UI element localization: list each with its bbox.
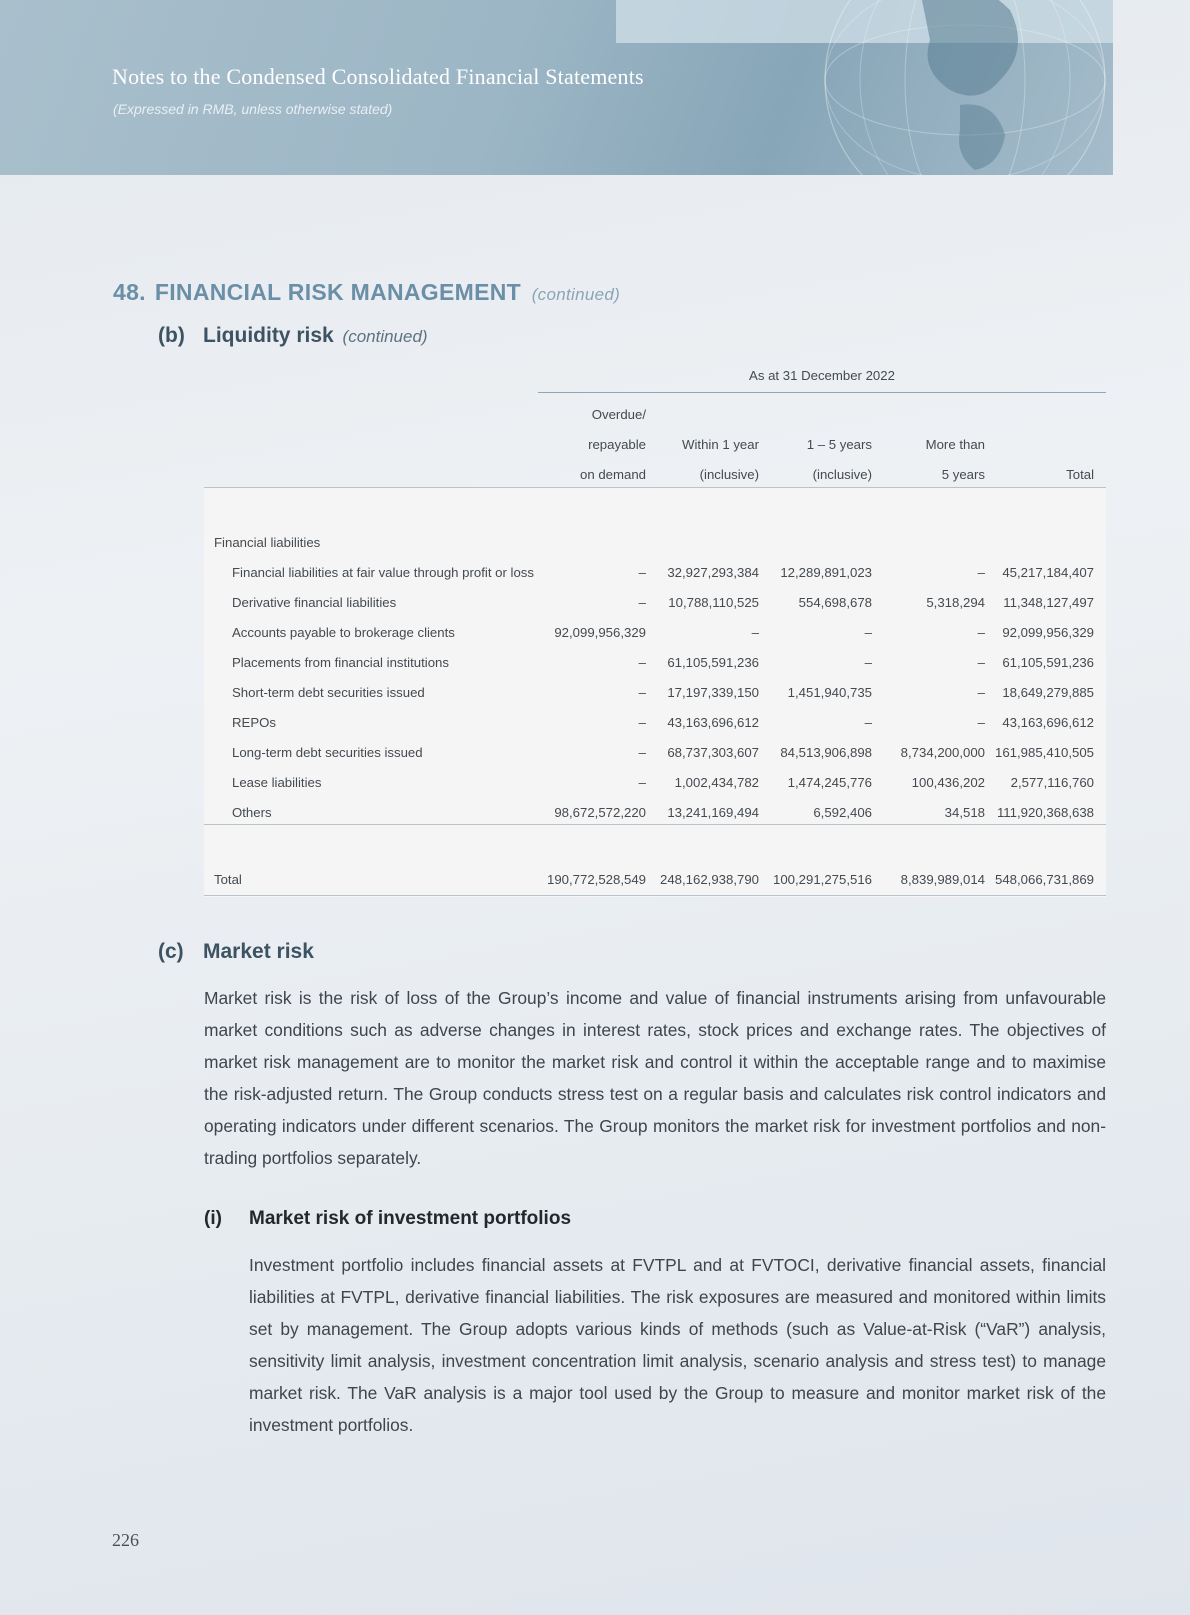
table-cell: – — [638, 595, 646, 610]
market-risk-title: Market risk — [203, 940, 314, 963]
liquidity-continued: (continued) — [342, 327, 428, 346]
table-cell: 34,518 — [944, 805, 985, 820]
table-row — [204, 738, 1106, 768]
liquidity-title: Liquidity risk — [203, 324, 334, 347]
row-label: Others — [232, 805, 272, 820]
table-cell: 13,241,169,494 — [667, 805, 759, 820]
document-title: Notes to the Condensed Consolidated Financial Statements — [112, 64, 644, 89]
table-cell: – — [638, 685, 646, 700]
globe-illustration — [800, 0, 1113, 175]
column-header-overdue: Overdue/ repayable on demand — [580, 407, 646, 482]
table-cell: – — [977, 715, 985, 730]
header-banner — [0, 0, 1113, 175]
table-cell: 61,105,591,236 — [1002, 655, 1094, 670]
column-header-1-5-years: 1 – 5 years (inclusive) — [806, 437, 872, 482]
table-cell: – — [751, 625, 759, 640]
row-label: Short-term debt securities issued — [232, 685, 425, 700]
column-header-within-1-year: Within 1 year (inclusive) — [682, 437, 759, 482]
table-group-header: As at 31 December 2022 — [538, 368, 1106, 393]
investment-paragraph: Investment portfolio includes financial assets at FVTPL and at FVTOCI, derivative financial assets, financial liabilities at FVTPL, derivative financial liabilities. The risk exposures are measured and monitored within limits set by management. The Group adopts various kinds of methods (such as Value-at-Risk (“VaR”) analysis, sensitivity limit analysis, investment concentration limit analysis, scenario analysis and stress test) to manage market risk. The VaR analysis is a major tool used by the Group to measure and monitor market risk of the investment portfolios. — [249, 1255, 1106, 1435]
row-label: Accounts payable to brokerage clients — [232, 625, 455, 640]
table-cell: 17,197,339,150 — [667, 685, 759, 700]
table-cell: 161,985,410,505 — [994, 745, 1094, 760]
table-cell: 43,163,696,612 — [667, 715, 759, 730]
row-label: Lease liabilities — [232, 775, 322, 790]
table-cell: 98,672,572,220 — [554, 805, 646, 820]
row-label: Financial liabilities at fair value through profit or loss — [232, 565, 534, 580]
row-label: Derivative financial liabilities — [232, 595, 397, 610]
table-cell: 100,436,202 — [911, 775, 985, 790]
table-cell: 5,318,294 — [926, 595, 985, 610]
investment-title: Market risk of investment portfolios — [249, 1208, 572, 1229]
column-header-more-than-5-years: More than 5 years — [925, 437, 985, 482]
table-cell: – — [977, 625, 985, 640]
table-row — [204, 768, 1106, 798]
table-cell: – — [864, 625, 872, 640]
table-cell: 92,099,956,329 — [1002, 625, 1094, 640]
section-continued: (continued) — [531, 285, 621, 304]
liquidity-heading — [158, 324, 428, 348]
table-bottom-rule — [204, 895, 1106, 896]
table-cell: – — [638, 565, 646, 580]
total-row — [204, 865, 1106, 895]
table-cell: – — [977, 685, 985, 700]
table-cell: 32,927,293,384 — [667, 565, 759, 580]
table-cell: 6,592,406 — [813, 805, 872, 820]
total-cell: 248,162,938,790 — [659, 872, 759, 887]
table-row — [204, 648, 1106, 678]
subtotal-divider — [204, 824, 1106, 825]
table-cell: 92,099,956,329 — [554, 625, 646, 640]
table-cell: – — [977, 655, 985, 670]
table-row — [204, 558, 1106, 588]
row-label: Long-term debt securities issued — [232, 745, 423, 760]
table-cell: 1,451,940,735 — [787, 685, 872, 700]
table-row — [204, 588, 1106, 618]
table-cell: 2,577,116,760 — [1010, 775, 1094, 790]
table-cell: – — [638, 715, 646, 730]
category-row — [204, 528, 1106, 558]
table-cell: 43,163,696,612 — [1002, 715, 1094, 730]
row-label: Placements from financial institutions — [232, 655, 449, 670]
table-cell: – — [864, 655, 872, 670]
table-cell: – — [977, 565, 985, 580]
table-cell: 68,737,303,607 — [667, 745, 759, 760]
table-cell: – — [638, 745, 646, 760]
section-number: 48. — [113, 279, 146, 305]
total-cell: 190,772,528,549 — [546, 872, 646, 887]
table-row — [204, 708, 1106, 738]
table-cell: 1,002,434,782 — [674, 775, 759, 790]
market-risk-heading — [158, 940, 314, 964]
total-cell: 548,066,731,869 — [994, 872, 1094, 887]
total-cell: 8,839,989,014 — [900, 872, 985, 887]
table-cell: 111,920,368,638 — [996, 805, 1094, 820]
table-cell: 1,474,245,776 — [787, 775, 872, 790]
table-row — [204, 618, 1106, 648]
market-risk-letter: (c) — [158, 940, 184, 963]
table-cell: 45,217,184,407 — [1002, 565, 1094, 580]
table-cell: 11,348,127,497 — [1003, 595, 1094, 610]
table-cell: – — [864, 715, 872, 730]
table-cell: 10,788,110,525 — [668, 595, 759, 610]
market-risk-paragraph: Market risk is the risk of loss of the Group’s income and value of financial instruments arising from unfavourable market conditions such as adverse changes in interest rates, stock prices and exchange rates. The objectives of market risk management are to monitor the market risk and control it within the acceptable range and to maximise the risk-adjusted return. The Group conducts stress test on a regular basis and calculates risk control indicators and operating indicators under different scenarios. The Group monitors the market risk for investment portfolios and non-trading portfolios separately. — [204, 988, 1106, 1168]
table-cell: 84,513,906,898 — [780, 745, 872, 760]
table-cell: – — [638, 775, 646, 790]
section-title: FINANCIAL RISK MANAGEMENT — [154, 279, 521, 305]
row-label: REPOs — [232, 715, 276, 730]
table-cell: 18,649,279,885 — [1002, 685, 1094, 700]
investment-numeral: (i) — [204, 1208, 222, 1229]
section-heading — [113, 279, 620, 306]
table-cell: 12,289,891,023 — [780, 565, 872, 580]
liquidity-letter: (b) — [158, 324, 185, 347]
table-cell: 8,734,200,000 — [900, 745, 985, 760]
page-number: 226 — [112, 1530, 139, 1550]
column-header-total: Total — [1066, 467, 1094, 482]
table-row — [204, 678, 1106, 708]
document-subtitle: (Expressed in RMB, unless otherwise stated) — [113, 101, 393, 117]
category-label: Financial liabilities — [214, 535, 321, 550]
table-cell: – — [638, 655, 646, 670]
total-cell: 100,291,275,516 — [772, 872, 872, 887]
total-label: Total — [214, 872, 242, 887]
table-cell: 554,698,678 — [798, 595, 872, 610]
table-cell: 61,105,591,236 — [667, 655, 759, 670]
investment-heading — [204, 1208, 571, 1230]
